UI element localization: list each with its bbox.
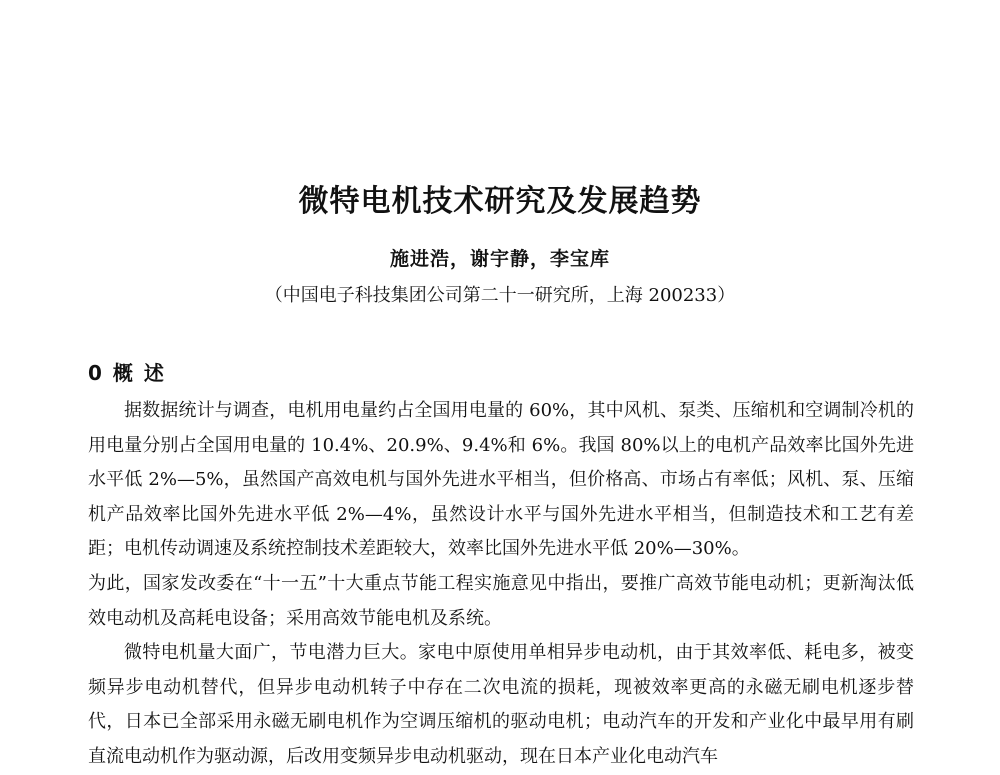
paper-authors: 施进浩，谢宇静，李宝库 [389,248,610,270]
paragraph: 为此，国家发改委在“十一五”十大重点节能工程实施意见中指出，要推广高效节能电动机；更新淘汰低效电动机及高耗电设备；采用高效节能电机及系统。 [88,572,914,629]
section-heading: 0 概 述 [88,361,166,385]
paragraph: 微特电机量大面广，节电潜力巨大。家电中原使用单相异步电动机，由于其效率低、耗电多，被变频异步电动机替代，但异步电动机转子中存在二次电流的损耗，现被效率更高的永磁无刷电机逐步替代，日本已全部采用永磁无刷电机作为空调压缩机的驱动电机；电动汽车的开发和产业化中最早用有刷直流电动机作为驱动源，后改用变频异步电动机驱动，现在日本产业化电动汽车 [88,642,914,767]
body-text [88,394,914,775]
paragraph: 据数据统计与调查，电机用电量约占全国用电量的 60%，其中风机、泵类、压缩机和空调制冷机的用电量分别占全国用电量的 10.4%、20.9%、9.4%和 6%。我国 80%以上的电机产品效率比国外先进水平低 2%—5%，虽然国产高效电机与国外先进水平相当，但价格高、市场占有率低；风机、泵、压缩机产品效率比国外先进水平低 2%—4%，虽然设计水平与国外先进水平相当，但制造技术和工艺有差距；电机传动调速及系统控制技术差距较大，效率比国外先进水平低 20%—30%。 [88,400,914,560]
paper-affiliation: （中国电子科技集团公司第二十一研究所，上海 200233） [264,285,736,306]
paper-title: 微特电机技术研究及发展趋势 [298,184,702,219]
